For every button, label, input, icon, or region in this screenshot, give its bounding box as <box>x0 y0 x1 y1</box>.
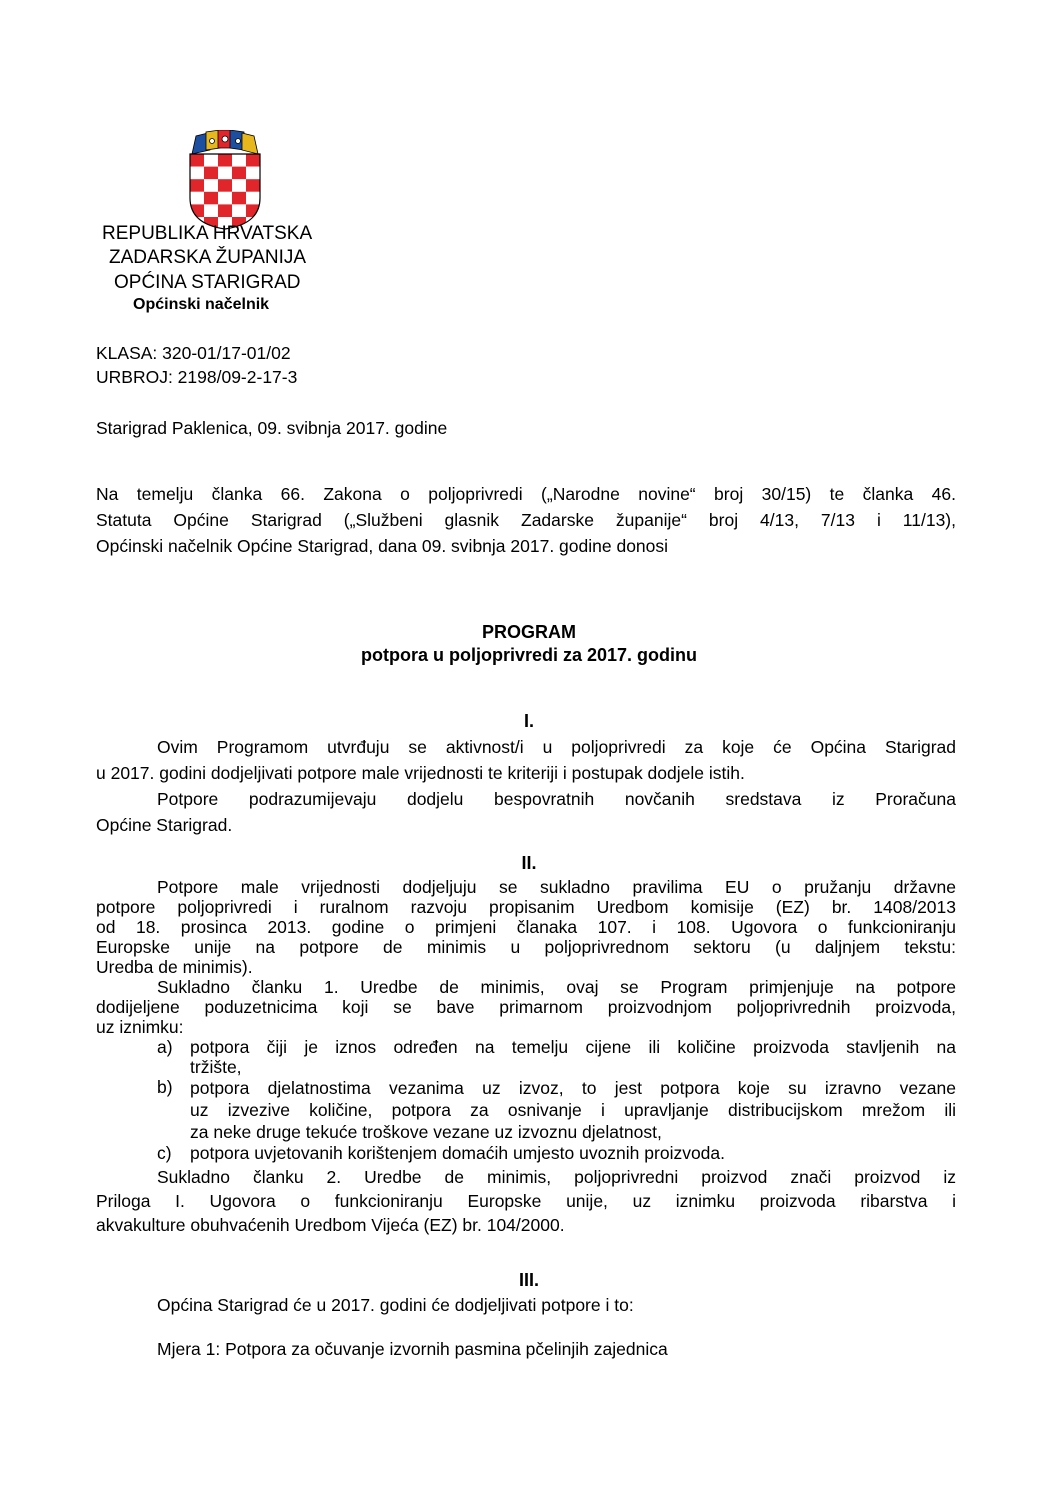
crest-check <box>232 167 246 180</box>
crest-check <box>218 179 232 192</box>
list-item: uz izvezive količine, potpora za osnivanje i upravljanje distribucijskom mrežom ili <box>190 1100 956 1120</box>
preamble-line: Na temelju članka 66. Zakona o poljoprivredi („Narodne novine“ broj 30/15) te članka 46. <box>96 484 956 504</box>
header-office: Općinski načelnik <box>133 296 270 313</box>
header-country: REPUBLIKA HRVATSKA <box>102 223 313 244</box>
section-text: Europske unije na potpore de minimis u poljoprivrednom sektoru (u daljnjem tekstu: <box>96 937 956 957</box>
crest-check <box>204 204 218 217</box>
section-text: uz iznimku: <box>96 1017 184 1037</box>
crest-check <box>204 167 218 180</box>
crest-check <box>204 154 218 167</box>
section-heading: III. <box>518 1270 539 1290</box>
list-marker: b) <box>157 1077 173 1097</box>
measure-title: Mjera 1: Potpora za očuvanje izvornih pasmina pčelinjih zajednica <box>157 1339 668 1359</box>
section-text: Sukladno članku 2. Uredbe de minimis, poljoprivredni proizvod znači proizvod iz <box>157 1167 956 1187</box>
list-item: potpora čiji je iznos određen na temelju cijene ili količine proizvoda stavljenih na <box>190 1037 956 1057</box>
section-text: Ovim Programom utvrđuju se aktivnost/i u poljoprivredi za koje će Općina Starigrad <box>157 737 956 757</box>
section-heading: II. <box>521 853 537 873</box>
document-title: PROGRAM <box>482 622 576 642</box>
list-item: potpora djelatnostima vezanima uz izvoz, to jest potpora koje su izravno vezane <box>190 1078 956 1098</box>
section-text: dodijeljene poduzetnicima koji se bave primarnom proizvodnjom poljoprivrednih proizvoda, <box>96 997 956 1017</box>
document-subtitle: potpora u poljoprivredi za 2017. godinu <box>360 645 698 665</box>
preamble-line: Statuta Općine Starigrad („Službeni glasnik Zadarske županije“ broj 4/13, 7/13 i 11/13), <box>96 510 956 530</box>
section-text: Uredba de minimis). <box>96 957 253 977</box>
crest-check <box>218 192 232 205</box>
section-heading: I. <box>523 711 534 731</box>
crest-check <box>246 179 260 192</box>
crest-check <box>204 192 218 205</box>
place-date: Starigrad Paklenica, 09. svibnja 2017. godine <box>96 418 448 438</box>
section-text: od 18. prosinca 2013. godine o primjeni članaka 107. i 108. Ugovora o funkcioniranju <box>96 917 956 937</box>
section-text: Općina Starigrad će u 2017. godini će dodjeljivati potpore i to: <box>157 1295 634 1315</box>
list-marker: c) <box>157 1143 172 1163</box>
crest-check <box>190 154 204 167</box>
section-text: Potpore male vrijednosti dodjeljuju se sukladno pravilima EU o pružanju državne <box>157 877 956 897</box>
section-text: u 2017. godini dodjeljivati potpore male vrijednosti te kriteriji i postupak dodjele istih. <box>96 763 745 783</box>
crest-check <box>246 192 260 205</box>
section-text: Sukladno članku 1. Uredbe de minimis, ovaj se Program primjenjuje na potpore <box>157 977 956 997</box>
list-marker: a) <box>157 1037 173 1057</box>
header-municipality: OPĆINA STARIGRAD <box>114 272 301 293</box>
crest-check <box>246 154 260 167</box>
list-item: potpora uvjetovanih korištenjem domaćih umjesto uvoznih proizvoda. <box>190 1143 726 1163</box>
section-text: potpore poljoprivredi i ruralnom razvoju propisanim Uredbom komisije (EZ) br. 1408/2013 <box>96 897 956 917</box>
crest-check <box>246 167 260 180</box>
section-text: Potpore podrazumijevaju dodjelu bespovratnih novčanih sredstava iz Proračuna <box>157 789 956 809</box>
section-text: Priloga I. Ugovora o funkcioniranju Europske unije, uz iznimku proizvoda ribarstva i <box>96 1191 956 1211</box>
section-text: Općine Starigrad. <box>96 815 233 835</box>
header-county: ZADARSKA ŽUPANIJA <box>109 247 307 268</box>
crest-check <box>218 167 232 180</box>
list-item: tržište, <box>190 1057 242 1077</box>
crest-check <box>232 154 246 167</box>
crest-check <box>218 154 232 167</box>
preamble-line: Općinski načelnik Općine Starigrad, dana 09. svibnja 2017. godine donosi <box>96 536 669 556</box>
crest-check <box>204 179 218 192</box>
crest-check <box>190 179 204 192</box>
crest-check <box>190 192 204 205</box>
coat-of-arms-icon <box>186 130 264 230</box>
crest-check <box>232 179 246 192</box>
crest-check <box>218 204 232 217</box>
section-text: akvakulture obuhvaćenih Uredbom Vijeća (EZ) br. 104/2000. <box>96 1215 565 1235</box>
crest-check <box>232 192 246 205</box>
crest-check <box>232 204 246 217</box>
urbroj-number: URBROJ: 2198/09-2-17-3 <box>96 367 298 387</box>
klasa-number: KLASA: 320-01/17-01/02 <box>96 343 291 363</box>
list-item: za neke druge tekuće troškove vezane uz izvoznu djelatnost, <box>190 1122 662 1142</box>
crest-check <box>190 167 204 180</box>
